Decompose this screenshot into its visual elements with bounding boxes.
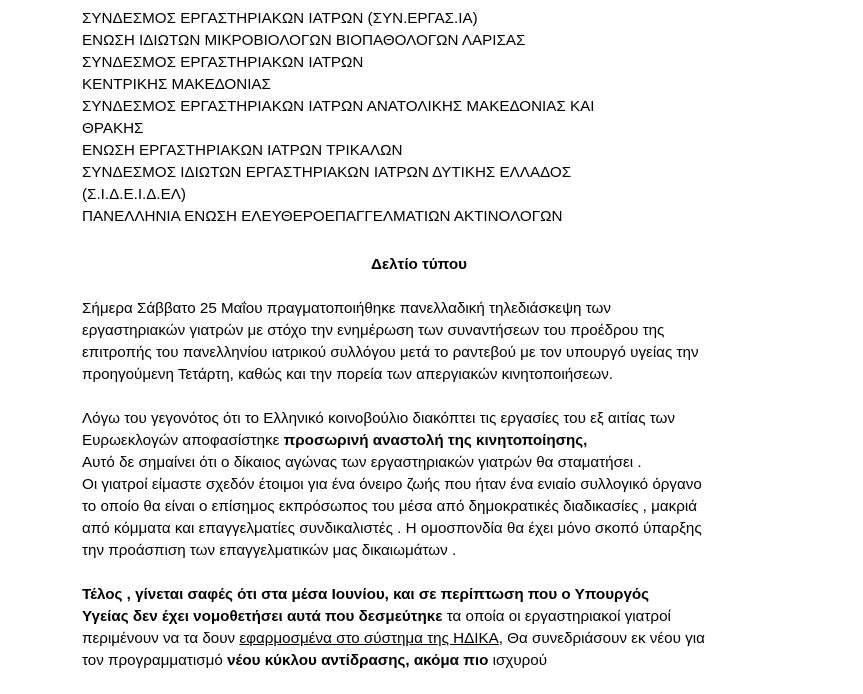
document-title: Δελτίο τύπου [370, 256, 467, 273]
org-line: ΘΡΑΚΗΣ [82, 120, 144, 137]
organizations-list [82, 8, 782, 228]
text-line: το οποίο θα είναι ο επίσημος εκπρόσωπος του μέσα από δημοκρατικές διαδικασίες , μακριά [82, 498, 698, 515]
org-line: (Σ.Ι.Δ.Ε.Ι.Δ.ΕΛ) [82, 186, 186, 203]
bold-text: προσωρινή αναστολή της κινητοποίησης, [283, 432, 588, 449]
text-line [82, 650, 782, 672]
text-run: ισχυρού [488, 652, 548, 669]
text-line: Οι γιατροί είμαστε σχεδόν έτοιμοι για ένα όνειρο ζωής που ήταν ένα ενιαίο συλλογικό όργανο [82, 476, 702, 493]
org-line: ΕΝΩΣΗ ΕΡΓΑΣΤΗΡΙΑΚΩΝ ΙΑΤΡΩΝ ΤΡΙΚΑΛΩΝ [82, 142, 403, 159]
org-line: ΣΥΝΔΕΣΜΟΣ ΕΡΓΑΣΤΗΡΙΑΚΩΝ ΙΑΤΡΩΝ ΑΝΑΤΟΛΙΚΗΣ ΜΑΚΕΔΟΝΙΑΣ ΚΑΙ [82, 98, 595, 115]
text-run: , Θα συνεδριάσουν εκ νέου για [498, 630, 705, 647]
paragraph-3 [82, 584, 782, 672]
text-line: από κόμματα και επαγγελματίες συνδικαλιστές . Η ομοσπονδία θα έχει μόνο σκοπό ύπαρξης [82, 520, 702, 537]
paragraph-2 [82, 408, 782, 562]
text-run: Ευρωεκλογών αποφασίστηκε [82, 432, 284, 449]
text-line: προηγούμενη Τετάρτη, καθώς και την πορεία των απεργιακών κινητοποιήσεων. [82, 366, 614, 383]
document-page [82, 8, 782, 694]
text-run: τον προγραμματισμό [82, 652, 228, 669]
underlined-text: εφαρμοσμένα στο σύστημα της ΗΔΙΚΑ [239, 630, 499, 647]
bold-text: Υγείας δεν έχει νομοθετήσει αυτά που δεσμεύτηκε [82, 608, 443, 625]
text-line [82, 430, 782, 452]
bold-text-line: Τέλος , γίνεται σαφές ότι στα μέσα Ιουνίου, και σε περίπτωση που ο Υπουργός [82, 586, 650, 603]
text-line [82, 628, 782, 650]
text-line: Λόγω του γεγονότος ότι το Ελληνικό κοινοβούλιο διακόπτει τις εργασίες του εξ αιτίας των [82, 410, 675, 427]
text-line: επιτροπής του πανελληνίου ιατρικού συλλόγου μετά το ραντεβού με τον υπουργό υγείας την [82, 344, 699, 361]
org-line: ΠΑΝΕΛΛΗΝΙΑ ΕΝΩΣΗ ΕΛΕΥΘΕΡΟΕΠΑΓΓΕΛΜΑΤΙΩΝ ΑΚΤΙΝΟΛΟΓΩΝ [82, 208, 563, 225]
paragraph-1 [82, 298, 782, 386]
bold-text: νέου κύκλου αντίδρασης, ακόμα πιο [227, 652, 489, 669]
text-run: περιμένουν να τα δουν [82, 630, 240, 647]
text-line: την προάσπιση των επαγγελματικών μας δικαιωμάτων . [82, 542, 457, 559]
org-line: ΕΝΩΣΗ ΙΔΙΩΤΩΝ ΜΙΚΡΟΒΙΟΛΟΓΩΝ ΒΙΟΠΑΘΟΛΟΓΩΝ ΛΑΡΙΣΑΣ [82, 32, 526, 49]
org-line: ΣΥΝΔΕΣΜΟΣ ΕΡΓΑΣΤΗΡΙΑΚΩΝ ΙΑΤΡΩΝ (ΣΥΝ.ΕΡΓΑΣ.ΙΑ) [82, 10, 478, 27]
org-line: ΣΥΝΔΕΣΜΟΣ ΕΡΓΑΣΤΗΡΙΑΚΩΝ ΙΑΤΡΩΝ [82, 54, 364, 71]
text-line [82, 606, 782, 628]
text-line: εργαστηριακών γιατρών με στόχο την ενημέρωση των συναντήσεων του προέδρου της [82, 322, 665, 339]
org-line: ΣΥΝΔΕΣΜΟΣ ΙΔΙΩΤΩΝ ΕΡΓΑΣΤΗΡΙΑΚΩΝ ΙΑΤΡΩΝ ΔΥΤΙΚΗΣ ΕΛΛΑΔΟΣ [82, 164, 572, 181]
org-line: ΚΕΝΤΡΙΚΗΣ ΜΑΚΕΔΟΝΙΑΣ [82, 76, 271, 93]
text-run: τα οποία οι εργαστηριακοί γιατροί [442, 608, 671, 625]
text-line: Σήμερα Σάββατο 25 Μαΐου πραγματοποιήθηκε πανελλαδική τηλεδιάσκεψη των [82, 300, 611, 317]
text-line: Αυτό δε σημαίνει ότι ο δίκαιος αγώνας των εργαστηριακών γιατρών θα σταματήσει . [82, 454, 642, 471]
